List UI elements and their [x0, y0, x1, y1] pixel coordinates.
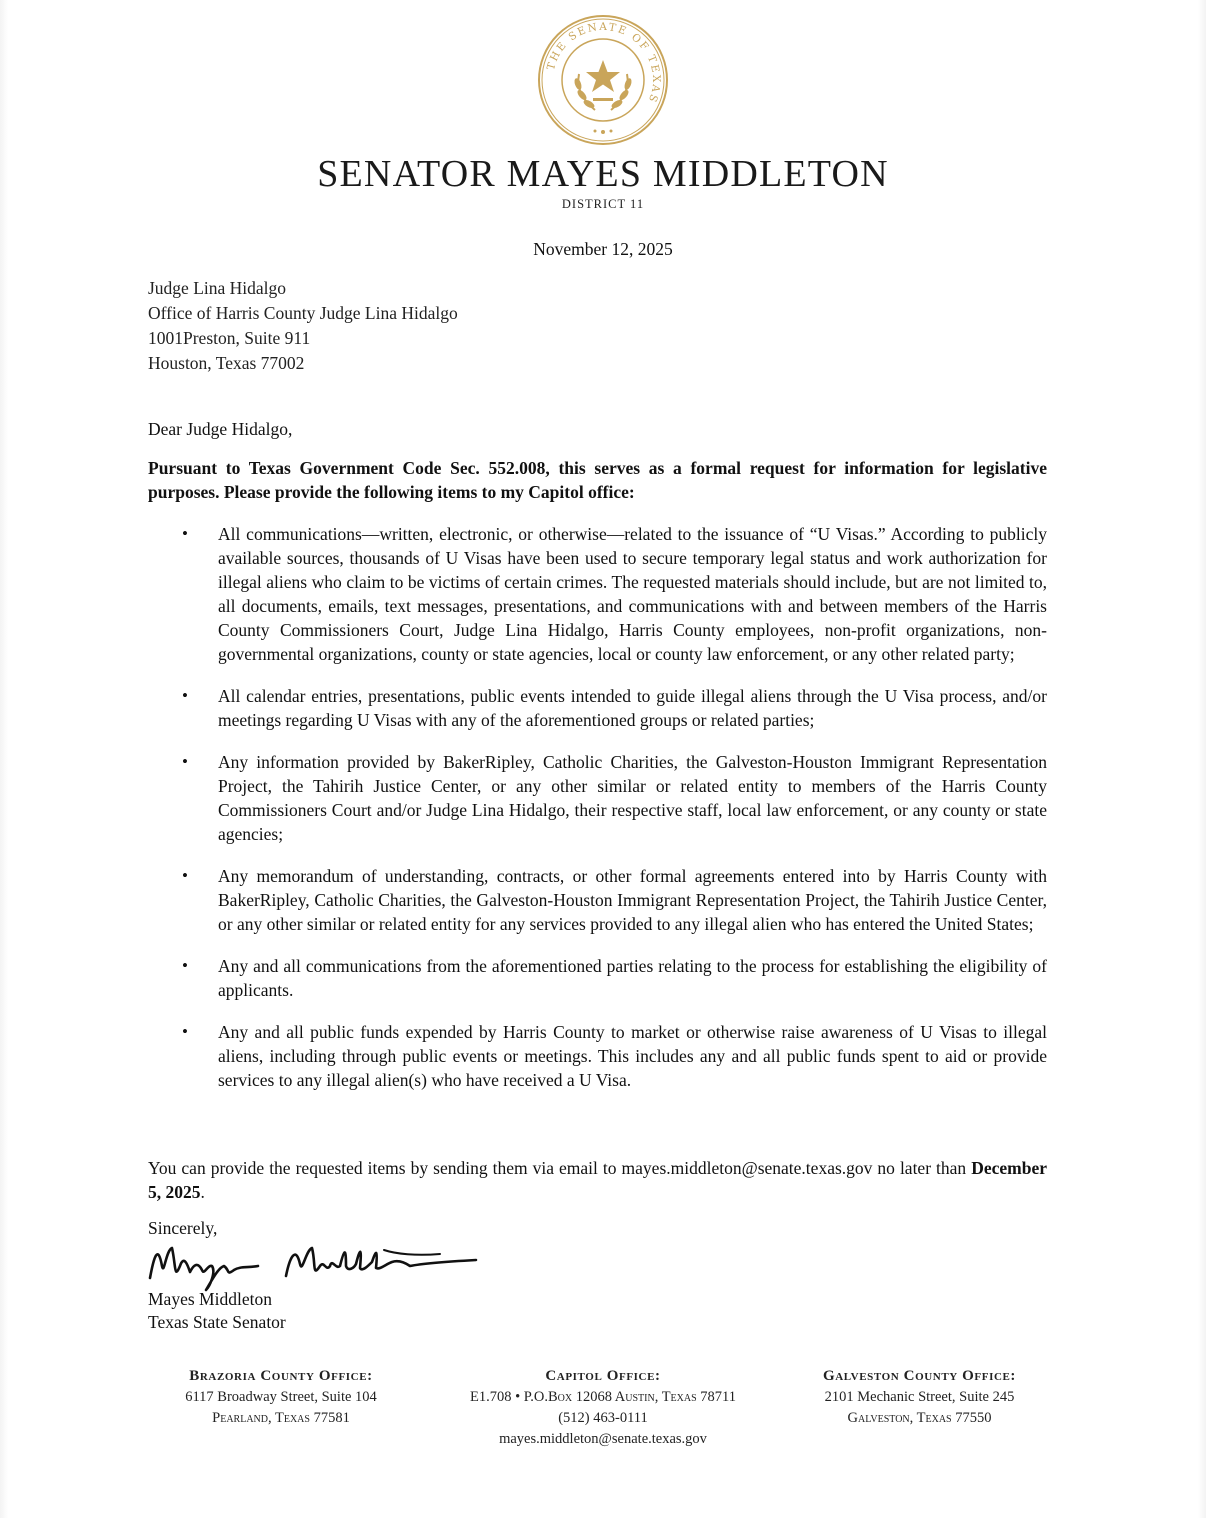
galveston-office-heading: Galveston County Office:	[822, 1368, 1017, 1384]
recipient-city: Houston, Texas 77002	[148, 353, 305, 373]
signatory-name: Mayes Middleton	[148, 1289, 272, 1309]
footer-brazoria-office	[140, 1366, 422, 1429]
district-label: DISTRICT 11	[561, 197, 645, 211]
bullet-icon: •	[182, 1022, 188, 1041]
recipient-street: 1001Preston, Suite 911	[148, 328, 311, 348]
sign-off: Sincerely,	[148, 1218, 218, 1238]
capitol-office-phone: (512) 463-0111	[558, 1410, 648, 1426]
letter-date: November 12, 2025	[533, 239, 673, 259]
request-list	[148, 522, 1047, 1110]
galveston-office-city: Galveston, Texas 77550	[847, 1410, 992, 1426]
list-item-text: All communications—written, electronic, or otherwise—related to the issuance of “U Visas.” According to publicly available sources, thousands of U Visas have been used to secure temporary legal status and work authorization for illegal aliens who claim to be victims of certain crimes. The requested materials should include, but are not limited to, all documents, emails, text messages, presentations, and communications with and between members of the Harris County Commissioners Court, Judge Lina Hidalgo, Harris County employees, non-profit organizations, non-governmental organizations, county or state agencies, local or county law enforcement, or any other related party;	[218, 524, 1047, 664]
closing-period: .	[200, 1182, 205, 1202]
signatory-block	[148, 1288, 286, 1334]
list-item	[148, 864, 1047, 936]
capitol-office-address: E1.708 • P.O.Box 12068 Austin, Texas 78711	[469, 1389, 736, 1405]
bullet-icon: •	[182, 956, 188, 975]
galveston-office-street: 2101 Mechanic Street, Suite 245	[824, 1389, 1015, 1405]
closing-paragraph	[148, 1156, 1047, 1204]
salutation: Dear Judge Hidalgo,	[148, 419, 293, 439]
seal-text: THE SENATE OF TEXAS	[545, 20, 663, 106]
recipient-address	[148, 276, 458, 376]
footer-capitol-office	[447, 1366, 759, 1450]
brazoria-office-street: 6117 Broadway Street, Suite 104	[185, 1389, 377, 1405]
page-edge-left	[0, 0, 8, 1518]
footer-galveston-office	[782, 1366, 1057, 1429]
bullet-icon: •	[182, 866, 188, 885]
list-item	[148, 954, 1047, 1002]
list-item-text: All calendar entries, presentations, public events intended to guide illegal aliens through the U Visa process, and/or meetings regarding U Visas with any of the aforementioned groups or related parties;	[218, 686, 1047, 730]
list-item-text: Any and all communications from the aforementioned parties relating to the process for establishing the eligibility of applicants.	[218, 956, 1047, 1000]
closing-text: You can provide the requested items by sending them via email to mayes.middleton@senate.texas.gov no later than	[148, 1158, 972, 1178]
list-item	[148, 1020, 1047, 1092]
recipient-name: Judge Lina Hidalgo	[148, 278, 287, 298]
signatory-title: Texas State Senator	[148, 1312, 286, 1332]
brazoria-office-city: Pearland, Texas 77581	[212, 1410, 350, 1426]
bullet-icon: •	[182, 752, 188, 771]
bullet-icon: •	[182, 686, 188, 705]
list-item-text: Any memorandum of understanding, contracts, or other formal agreements entered into by Harris County with BakerRipley, Catholic Charities, the Galveston-Houston Immigrant Representation Project, the Tahirih Justice Center, or any other similar or related entity for any services provided to any illegal alien who has entered the United States;	[218, 866, 1047, 934]
bullet-icon: •	[182, 524, 188, 543]
intro-paragraph: Pursuant to Texas Government Code Sec. 552.008, this serves as a formal request for information for legislative purposes. Please provide the following items to my Capitol office:	[148, 458, 1047, 502]
list-item	[148, 750, 1047, 846]
recipient-office: Office of Harris County Judge Lina Hidalgo	[148, 303, 458, 323]
brazoria-office-heading: Brazoria County Office:	[189, 1368, 373, 1384]
page-edge-right	[1198, 0, 1206, 1518]
capitol-office-email[interactable]: mayes.middleton@senate.texas.gov	[499, 1431, 707, 1447]
list-item-text: Any information provided by BakerRipley, Catholic Charities, the Galveston-Houston Immigrant Representation Project, the Tahirih Justice Center, or any other similar or related entity to members of the Harris County Commissioners Court and/or Judge Lina Hidalgo, their respective staff, local law enforcement, or any county or state agencies;	[218, 752, 1047, 844]
list-item	[148, 684, 1047, 732]
list-item	[148, 522, 1047, 666]
senate-seal-icon	[537, 14, 669, 146]
letterhead-name: SENATOR MAYES MIDDLETON	[317, 153, 889, 195]
capitol-office-heading: Capitol Office:	[545, 1368, 661, 1384]
list-item-text: Any and all public funds expended by Harris County to market or otherwise raise awareness of U Visas to illegal aliens, including through public events or meetings. This includes any and all public funds spent to aid or provide services to any illegal alien(s) who have received a U Visa.	[218, 1022, 1047, 1090]
handwritten-signature	[140, 1236, 490, 1294]
deadline-date: December 5, 2025	[148, 1158, 1047, 1202]
